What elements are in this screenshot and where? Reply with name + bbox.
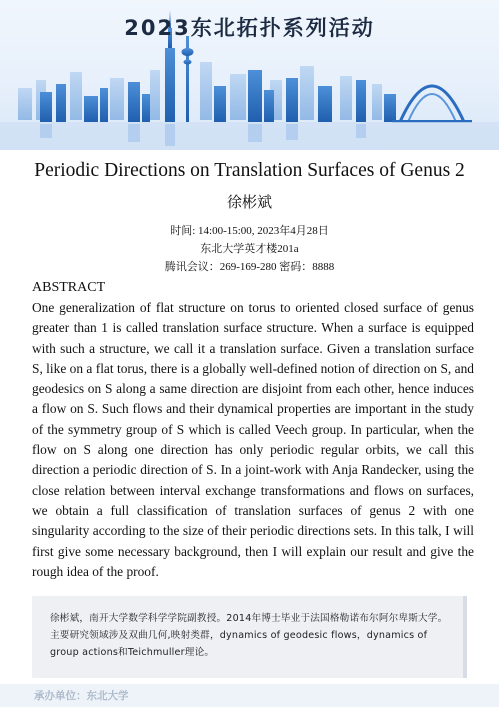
talk-time: 时间: 14:00-15:00, 2023年4月28日 — [170, 225, 329, 237]
meeting-info: 腾讯会议：269-169-280 密码：8888 — [164, 261, 335, 273]
speaker-name: 徐彬斌 — [226, 193, 272, 211]
speaker-bio-box — [32, 596, 467, 678]
footer-bar — [0, 684, 499, 707]
talk-venue: 东北大学英才楼201a — [200, 243, 299, 255]
talk-title: Periodic Directions on Translation Surfaces of Genus 2 — [34, 160, 465, 181]
abstract-body: One generalization of flat structure on torus to oriented closed surface of genus greater than 1 is called translation surface structure. When a surface is equipped with such a structure, we call it a translation surface. Given a translation surface S, like on a flat torus, there is a globally well-defined notion of direction on S, and geodesics on S along a same direction are disjoint from each other, hence induces a flow on S. Such flows and their dynamical properties are important in the study of the symmetry group of S which is called Veech group. In particular, when the flow on S along one direction has only periodic regular orbits, we call this direction a periodic direction of S. In a joint-work with Anja Randecker, using the close relation between interval exchange transformations and flows on surfaces, we obtain a full classification of translation surfaces of genus 2 with one singularity according to the size of their periodic directions sets. In this talk, I will first give some necessary background, then I will explain our result and give the rough idea of the proof. — [32, 300, 474, 579]
banner-title: 2023东北拓扑系列活动 — [124, 16, 375, 40]
header-banner — [0, 0, 499, 150]
organizer-label: 承办单位：东北大学 — [34, 690, 129, 702]
abstract-heading: ABSTRACT — [32, 280, 106, 295]
speaker-bio: 徐彬斌，南开大学数学科学学院副教授。2014年博士毕业于法国格勒诺布尔阿尔卑斯大学。 主要研究领域涉及双曲几何,映射类群，dynamics of geodesic flows，dynamics of group actions和Teichmuller理论。 — [50, 613, 448, 658]
